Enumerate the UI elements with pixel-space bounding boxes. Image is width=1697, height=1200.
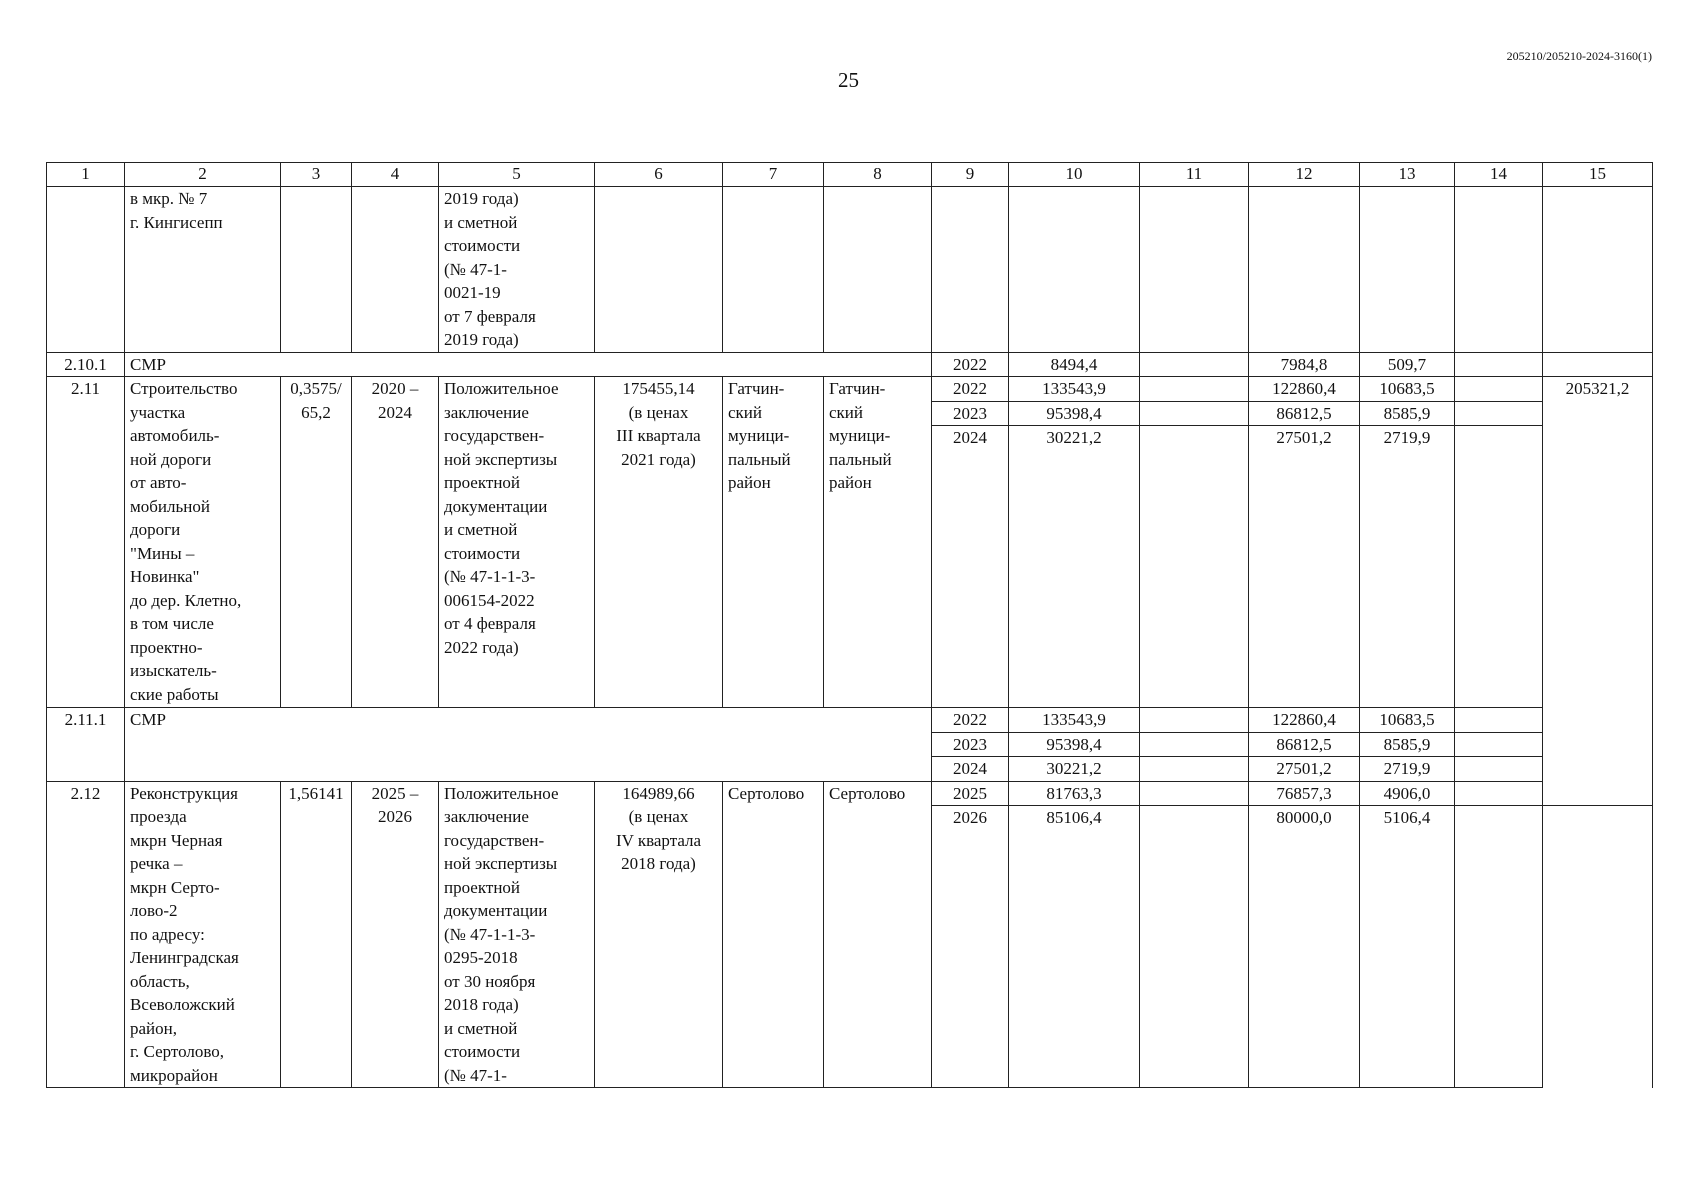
row-number: 2.11.1 — [47, 708, 125, 782]
object-name: в мкр. № 7 г. Кингисепп — [125, 187, 281, 353]
cost-cell: 175455,14 (в ценах III квартала 2021 года) — [595, 377, 723, 708]
value-cell — [1140, 757, 1249, 782]
year-cell: 2023 — [932, 732, 1009, 757]
column-header: 14 — [1455, 163, 1543, 187]
object-name: Реконструкция проезда мкрн Черная речка – мкрн Серто- лово-2 по адресу: Ленинградская область, Всеволожский район, г. Сертолово, микрорайон — [125, 781, 281, 1088]
row-number: 2.10.1 — [47, 352, 125, 377]
year-cell: 2023 — [932, 401, 1009, 426]
total-cell: 85106,4 — [1009, 806, 1140, 1088]
capacity-cell: 0,3575/ 65,2 — [281, 377, 352, 708]
expertise-text: Положительное заключение государствен- ной экспертизы проектной документации (№ 47-1-1-3- 0295-2018 от 30 ноября 2018 года) и сметной стоимости (№ 47-1- — [439, 781, 595, 1088]
year-cell: 2026 — [932, 806, 1009, 1088]
column-header: 7 — [723, 163, 824, 187]
object-name: Строительство участка автомобиль- ной дороги от авто- мобильной дороги "Мины – Новинка" до дер. Клетно, в том числе проектно- изыскатель- ские работы — [125, 377, 281, 708]
column-header: 6 — [595, 163, 723, 187]
year-cell: 2024 — [932, 757, 1009, 782]
value-cell: 122860,4 — [1249, 708, 1360, 733]
value-cell: 7984,8 — [1249, 352, 1360, 377]
year-cell: 2022 — [932, 377, 1009, 402]
column-number-row — [47, 163, 1653, 187]
expertise-text: 2019 года) и сметной стоимости (№ 47-1- 0021-19 от 7 февраля 2019 года) — [439, 187, 595, 353]
document-id: 205210/205210-2024-3160(1) — [1506, 49, 1652, 63]
period-cell: 2025 – 2026 — [352, 781, 439, 1088]
recipient-cell: Сертолово — [824, 781, 932, 1088]
column-header: 11 — [1140, 163, 1249, 187]
value-cell: 10683,5 — [1360, 377, 1455, 402]
customer-cell: Гатчин- ский муници- пальный район — [723, 377, 824, 708]
total-cell: 95398,4 — [1009, 732, 1140, 757]
column-header: 15 — [1543, 163, 1653, 187]
expertise-text: Положительное заключение государствен- ной экспертизы проектной документации и сметной стоимости (№ 47-1-1-3- 006154-2022 от 4 февраля 2022 года) — [439, 377, 595, 708]
budget-table — [46, 162, 1653, 1088]
value-cell — [1455, 377, 1543, 402]
value-cell — [1140, 708, 1249, 733]
row-number: 2.11 — [47, 377, 125, 708]
estimate-cell: 205321,2 — [1543, 377, 1653, 806]
value-cell: 509,7 — [1360, 352, 1455, 377]
table-row — [47, 352, 1653, 377]
column-header: 3 — [281, 163, 352, 187]
total-cell: 133543,9 — [1009, 708, 1140, 733]
year-cell: 2022 — [932, 708, 1009, 733]
total-cell: 8494,4 — [1009, 352, 1140, 377]
value-cell: 27501,2 — [1249, 426, 1360, 708]
column-header: 4 — [352, 163, 439, 187]
value-cell — [1140, 352, 1249, 377]
recipient-cell: Гатчин- ский муници- пальный район — [824, 377, 932, 708]
value-cell: 27501,2 — [1249, 757, 1360, 782]
page-number: 25 — [838, 68, 859, 92]
value-cell — [1140, 806, 1249, 1088]
total-cell: 81763,3 — [1009, 781, 1140, 806]
customer-cell: Сертолово — [723, 781, 824, 1088]
value-cell: 2719,9 — [1360, 426, 1455, 708]
object-name: СМР — [125, 708, 932, 782]
value-cell: 2719,9 — [1360, 757, 1455, 782]
value-cell: 10683,5 — [1360, 708, 1455, 733]
cost-cell: 164989,66 (в ценах IV квартала 2018 года) — [595, 781, 723, 1088]
value-cell: 5106,4 — [1360, 806, 1455, 1088]
column-header: 13 — [1360, 163, 1455, 187]
total-cell: 30221,2 — [1009, 426, 1140, 708]
year-cell: 2024 — [932, 426, 1009, 708]
column-header: 8 — [824, 163, 932, 187]
value-cell: 86812,5 — [1249, 401, 1360, 426]
value-cell: 86812,5 — [1249, 732, 1360, 757]
column-header: 1 — [47, 163, 125, 187]
table-row — [47, 377, 1653, 402]
value-cell — [1455, 806, 1543, 1088]
value-cell — [1140, 732, 1249, 757]
table-row — [47, 708, 1653, 733]
value-cell: 122860,4 — [1249, 377, 1360, 402]
total-cell: 30221,2 — [1009, 757, 1140, 782]
year-cell: 2025 — [932, 781, 1009, 806]
value-cell: 4906,0 — [1360, 781, 1455, 806]
year-cell: 2022 — [932, 352, 1009, 377]
period-cell: 2020 – 2024 — [352, 377, 439, 708]
value-cell — [1455, 401, 1543, 426]
total-cell: 95398,4 — [1009, 401, 1140, 426]
value-cell — [1455, 426, 1543, 708]
value-cell — [1140, 781, 1249, 806]
column-header: 9 — [932, 163, 1009, 187]
value-cell — [1140, 377, 1249, 402]
value-cell — [1455, 352, 1543, 377]
column-header: 10 — [1009, 163, 1140, 187]
value-cell — [1455, 781, 1543, 806]
value-cell: 8585,9 — [1360, 732, 1455, 757]
value-cell: 8585,9 — [1360, 401, 1455, 426]
value-cell — [1455, 732, 1543, 757]
capacity-cell: 1,56141 — [281, 781, 352, 1088]
value-cell — [1140, 426, 1249, 708]
value-cell: 80000,0 — [1249, 806, 1360, 1088]
value-cell — [1455, 757, 1543, 782]
table-row-continuation — [47, 187, 1653, 353]
column-header: 12 — [1249, 163, 1360, 187]
value-cell — [1140, 401, 1249, 426]
object-name: СМР — [125, 352, 932, 377]
column-header: 5 — [439, 163, 595, 187]
row-number: 2.12 — [47, 781, 125, 1088]
column-header: 2 — [125, 163, 281, 187]
value-cell: 76857,3 — [1249, 781, 1360, 806]
value-cell — [1455, 708, 1543, 733]
table-row — [47, 781, 1653, 806]
total-cell: 133543,9 — [1009, 377, 1140, 402]
